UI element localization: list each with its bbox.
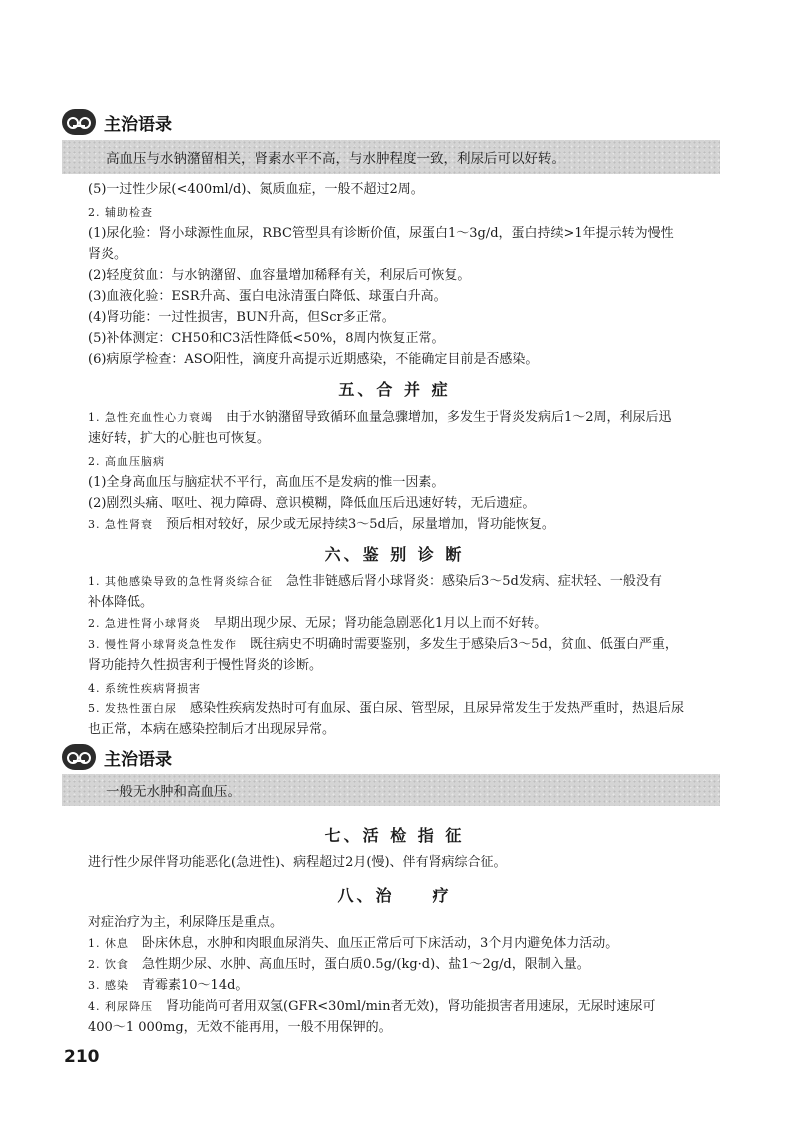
- item-text: 由于水钠潴留导致循环血量急骤增加，多发生于肾炎发病后1～2周，利尿后迅: [226, 410, 672, 425]
- differential-item-5-cont: 也正常，本病在感染控制后才出现尿异常。: [88, 722, 336, 737]
- differential-item-4: 4. 系统性疾病肾损害: [88, 682, 201, 695]
- differential-item-5: [88, 699, 728, 719]
- tip-box: [62, 140, 720, 174]
- item-text: 早期出现少尿、无尿；肾功能急剧恶化1月以上而不好转。: [214, 616, 548, 631]
- item-label: 5. 发热性蛋白尿: [88, 702, 177, 715]
- section-heading-treatment: 八、治 疗: [337, 886, 452, 905]
- complication-heart-failure: [88, 408, 728, 428]
- differential-item-2: [88, 614, 728, 634]
- item-label: 2. 饮食: [88, 958, 129, 971]
- item-text: 急性非链感后肾小球肾炎：感染后3～5d发病、症状轻、一般没有: [286, 574, 662, 589]
- tip-header: [62, 107, 172, 137]
- anemia-line: (2)轻度贫血：与水钠潴留、血容量增加稀释有关，利尿后可恢复。: [88, 268, 471, 283]
- section-heading-complications: 五、合 并 症: [338, 380, 451, 399]
- differential-item-3-cont: 肾功能持久性损害利于慢性肾炎的诊断。: [88, 658, 323, 673]
- tip-text: 一般无水肿和高血压。: [106, 784, 241, 800]
- tape-icon: [62, 109, 96, 135]
- item-label: 4. 利尿降压: [88, 1000, 153, 1013]
- treatment-item-3: [88, 976, 728, 996]
- item-text: 感染性疾病发热时可有血尿、蛋白尿、管型尿，且尿异常发生于发热严重时，热退后尿: [190, 701, 685, 716]
- page-number: 210: [64, 1047, 100, 1067]
- tape-icon: [62, 744, 96, 770]
- item-label: 1. 其他感染导致的急性肾炎综合征: [88, 575, 273, 588]
- differential-item-1-cont: 补体降低。: [88, 595, 154, 610]
- item-label: 3. 感染: [88, 979, 129, 992]
- complication-encephalopathy-label: 2. 高血压脑病: [88, 455, 165, 468]
- differential-item-3: [88, 635, 728, 655]
- blood-test-line: (3)血液化验：ESR升高、蛋白电泳清蛋白降低、球蛋白升高。: [88, 289, 447, 304]
- tip-text: 高血压与水钠潴留相关，肾素水平不高，与水肿程度一致，利尿后可以好转。: [106, 151, 565, 167]
- section-heading-biopsy: 七、活 检 指 征: [324, 826, 465, 845]
- tip-title: 主治语录: [104, 749, 172, 770]
- item-text: 既往病史不明确时需要鉴别，多发生于感染后3～5d，贫血、低蛋白严重，: [250, 637, 678, 652]
- item-text: 卧床休息，水肿和肉眼血尿消失、血压正常后可下床活动，3个月内避免体力活动。: [142, 936, 619, 951]
- biopsy-text: 进行性少尿伴肾功能恶化(急进性)、病程超过2月(慢)、伴有肾病综合征。: [88, 855, 507, 870]
- aux-exam-title: 2. 辅助检查: [88, 206, 153, 219]
- differential-item-1: [88, 572, 728, 592]
- item-label: 2. 急进性肾小球肾炎: [88, 617, 201, 630]
- treatment-item-2: [88, 955, 728, 975]
- complement-line: (5)补体测定：CH50和C3活性降低<50%，8周内恢复正常。: [88, 331, 445, 346]
- encephalopathy-line-1: (1)全身高血压与脑症状不平行，高血压不是发病的惟一因素。: [88, 475, 445, 490]
- complication-heart-failure-cont: 速好转，扩大的心脏也可恢复。: [88, 431, 271, 446]
- etiology-line: (6)病原学检查：ASO阳性，滴度升高提示近期感染，不能确定目前是否感染。: [88, 352, 539, 367]
- encephalopathy-line-2: (2)剧烈头痛、呕吐、视力障碍、意识模糊，降低血压后迅速好转，无后遗症。: [88, 496, 536, 511]
- renal-function-line: (4)肾功能：一过性损害，BUN升高，但Scr多正常。: [88, 310, 395, 325]
- complication-renal-failure: [88, 515, 728, 535]
- treatment-item-4: [88, 997, 728, 1017]
- item-label: 3. 急性肾衰: [88, 518, 153, 531]
- clinical-item-5: (5)一过性少尿(<400ml/d)、氮质血症，一般不超过2周。: [88, 182, 424, 197]
- item-text: 急性期少尿、水肿、高血压时，蛋白质0.5g/(kg·d)、盐1～2g/d，限制入量。: [142, 957, 590, 972]
- section-heading-differential: 六、鉴 别 诊 断: [324, 545, 465, 564]
- item-text: 青霉素10～14d。: [142, 978, 249, 993]
- item-label: 1. 休息: [88, 937, 129, 950]
- treatment-item-1: [88, 934, 728, 954]
- item-text: 预后相对较好，尿少或无尿持续3～5d后，尿量增加，肾功能恢复。: [166, 517, 555, 532]
- treatment-intro: 对症治疗为主，利尿降压是重点。: [88, 915, 284, 930]
- treatment-item-4-cont: 400～1 000mg，无效不能再用，一般不用保钾的。: [88, 1020, 392, 1035]
- urine-test-line-2: 肾炎。: [88, 247, 128, 262]
- tip-title: 主治语录: [104, 114, 172, 135]
- tip-header: [62, 742, 172, 772]
- urine-test-line-1: (1)尿化验：肾小球源性血尿，RBC管型具有诊断价值，尿蛋白1～3g/d，蛋白持续>1年提示转为慢性: [88, 226, 674, 241]
- item-label: 1. 急性充血性心力衰竭: [88, 411, 213, 424]
- item-label: 3. 慢性肾小球肾炎急性发作: [88, 638, 237, 651]
- item-text: 肾功能尚可者用双氢(GFR<30ml/min者无效)，肾功能损害者用速尿，无尿时速尿可: [166, 999, 656, 1014]
- tip-box: [62, 774, 720, 806]
